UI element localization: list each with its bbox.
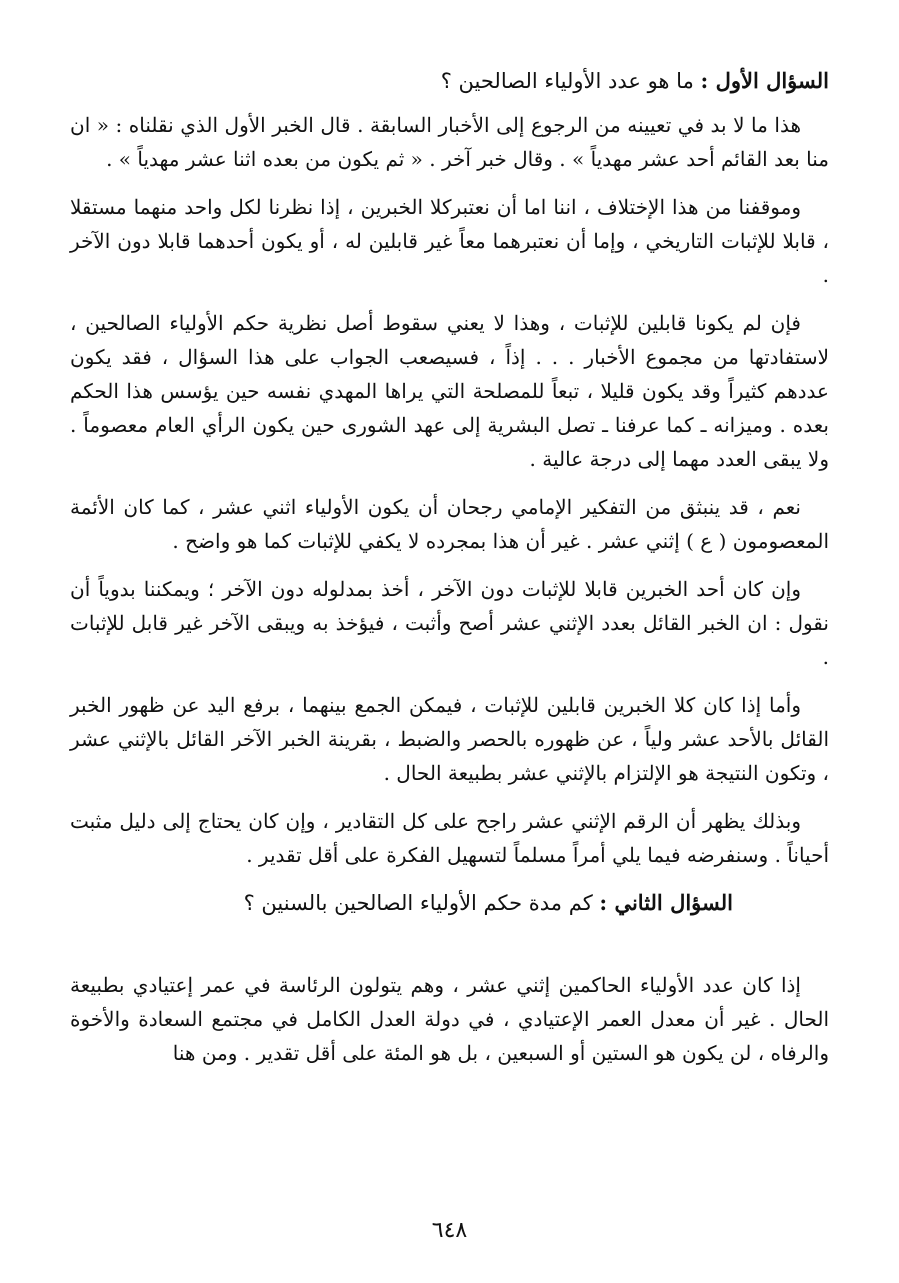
paragraph: وبذلك يظهر أن الرقم الإثني عشر راجح على كل التقادير ، وإن كان يحتاج إلى دليل مثبت أحياناً . وسنفرضه فيما يلي أمراً مسلماً لتسهيل الفكرة على أقل تقدير . [70,809,829,867]
paragraph: وموقفنا من هذا الإختلاف ، اننا اما أن نعتبركلا الخبرين ، إذا نظرنا لكل واحد منهما مستقلا ، قابلا للإثبات التاريخي ، وإما أن نعتبرهما معاً غير قابلين له ، أو يكون أحدهما قابلا دون الآخر . [70,195,829,287]
question-2-text: كم مدة حكم الأولياء الصالحين بالسنين ؟ [243,891,600,915]
paragraph: وإن كان أحد الخبرين قابلا للإثبات دون الآخر ، أخذ بمدلوله دون الآخر ؛ ويمكننا بدوياً أن نقول : ان الخبر القائل بعدد الإثني عشر أصح وأثبت ، فيؤخذ به ويبقى الآخر غير قابل للإثبات . [70,577,829,669]
question-2-heading [70,886,829,920]
question-1-heading [70,64,829,98]
page-number: ٦٤٨ [431,1218,468,1243]
paragraph: هذا ما لا بد في تعيينه من الرجوع إلى الأخبار السابقة . قال الخبر الأول الذي نقلناه : « ان منا بعد القائم أحد عشر مهدياً » . وقال خبر آخر . « ثم يكون من بعده اثنا عشر مهدياً » . [70,113,829,171]
question-1-label: السؤال الأول : [700,68,829,93]
question-1-text: ما هو عدد الأولياء الصالحين ؟ [440,69,701,93]
paragraph: وأما إذا كان كلا الخبرين قابلين للإثبات ، فيمكن الجمع بينهما ، برفع اليد عن ظهور الخبر القائل بالأحد عشر ولياً ، عن ظهوره بالحصر والضبط ، بقرينة الخبر الآخر القائل بالإثني عشر ، وتكون النتيجة هو الإلتزام بالإثني عشر بطبيعة الحال . [70,693,829,785]
question-2-label: السؤال الثاني : [599,890,733,915]
paragraph: إذا كان عدد الأولياء الحاكمين إثني عشر ، وهم يتولون الرئاسة في عمر إعتيادي بطبيعة الحال . غير أن معدل العمر الإعتيادي ، في دولة العدل الكامل في مجتمع السعادة والأخوة والرفاه ، لن يكون هو الستين أو السبعين ، بل هو المئة على أقل تقدير . ومن هنا [70,973,829,1065]
paragraph: نعم ، قد ينبثق من التفكير الإمامي رجحان أن يكون الأولياء اثني عشر ، كما كان الأئمة المعصومون ( ع ) إثني عشر . غير أن هذا بمجرده لا يكفي للإثبات كما هو واضح . [70,495,829,553]
paragraph: فإن لم يكونا قابلين للإثبات ، وهذا لا يعني سقوط أصل نظرية حكم الأولياء الصالحين ، لاستفادتها من مجموع الأخبار . . . إذاً ، فسيصعب الجواب على هذا السؤال ، فقد يكون عددهم كثيراً وقد يكون قليلا ، تبعاً للمصلحة التي يراها المهدي نفسه حين يؤسس هذا الحكم بعده . وميزانه ـ كما عرفنا ـ تصل البشرية إلى عهد الشورى حين يكون الرأي العام معصوماً . ولا يبقى العدد مهما إلى درجة عالية . [70,311,829,471]
